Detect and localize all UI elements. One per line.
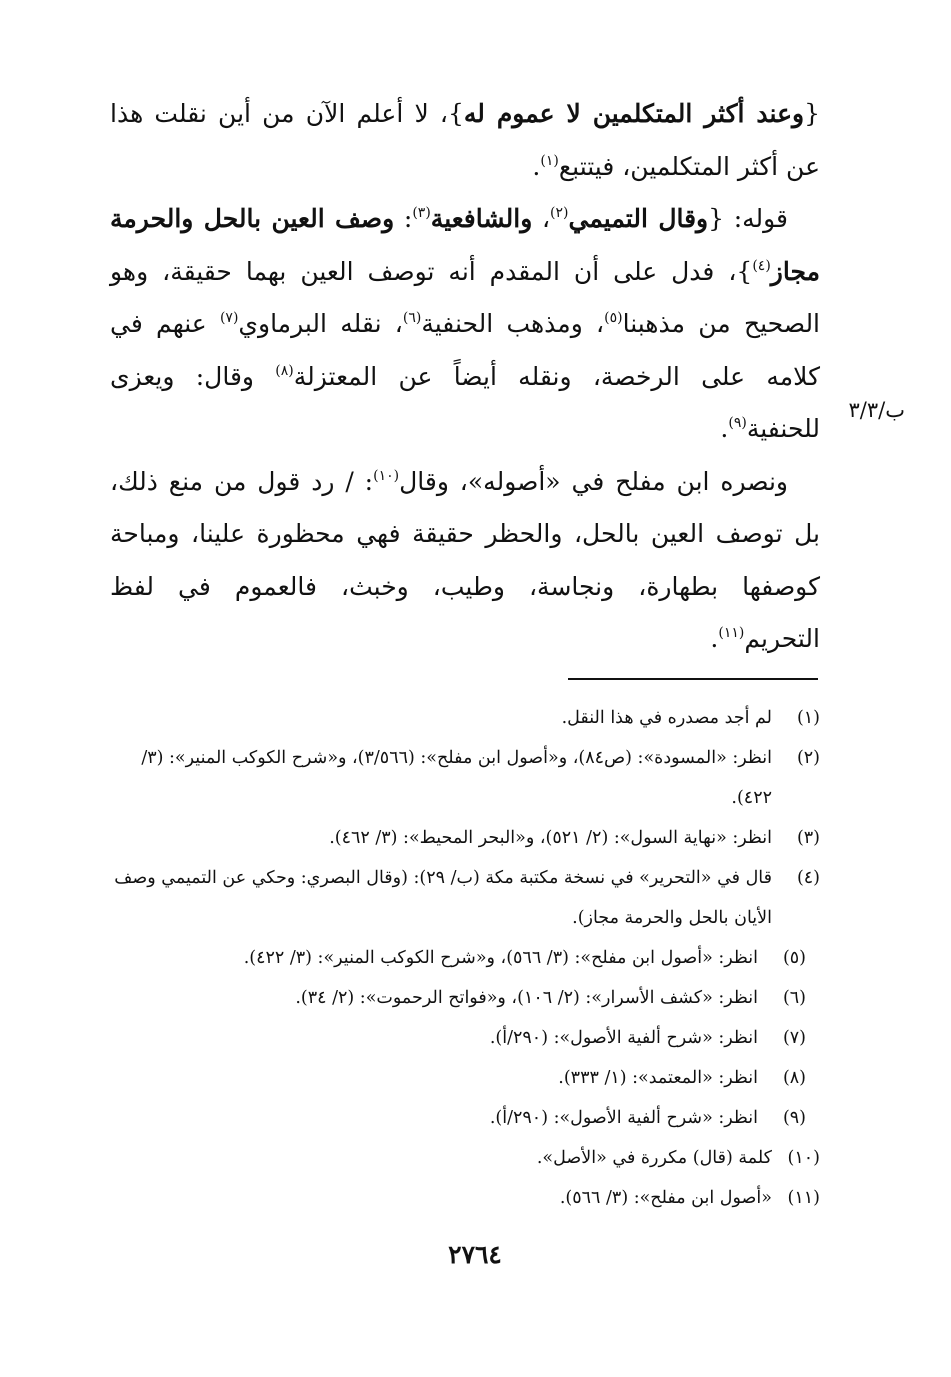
footnote-ref[interactable]: (٢) — [550, 205, 569, 221]
paragraph-text: قوله: { — [708, 204, 789, 233]
footnote-text: انظر: «شرح ألفية الأصول»: (٢٩٠/أ). — [489, 1028, 758, 1048]
paragraph-text: ، ومذهب الحنفية — [421, 309, 605, 338]
footnote-ref[interactable]: (٩) — [728, 415, 747, 431]
punctuation: ، — [532, 204, 551, 233]
footnote-number: (٥) — [782, 948, 806, 968]
main-text — [110, 88, 820, 666]
footnote-ref[interactable]: (١) — [540, 152, 559, 169]
footnote-text: انظر: «أصول ابن مفلح»: (٣/ ٥٦٦)، و«شرح الكوكب المنير»: (٣/ ٤٢٢). — [243, 948, 758, 968]
footnote-number: (٣) — [796, 828, 820, 848]
footnote-ref[interactable]: (٤) — [752, 257, 771, 274]
footnote-ref[interactable]: (١٠) — [373, 467, 400, 484]
footnote-item — [110, 938, 820, 978]
paragraph-text: }، لا أعلم الآن من أين نقلت هذا عن أكثر المتكلمين، فيتتبع — [110, 99, 820, 181]
footnote-ref[interactable]: (٧) — [219, 310, 239, 326]
paragraph-1 — [110, 88, 820, 193]
footnote-ref[interactable]: (٥) — [604, 310, 623, 326]
footnote-item — [110, 1178, 820, 1218]
footnote-number: (١٠) — [787, 1148, 820, 1168]
manuscript-folio-marker: ب/٣/٣ — [848, 398, 905, 422]
bold-phrase: وصف العين بالحل والحرمة مجاز — [110, 204, 820, 286]
punctuation: . — [720, 414, 729, 443]
footnote-text: انظر: «المعتمد»: (١/ ٣٣٣). — [558, 1068, 758, 1088]
footnote-number: (١) — [796, 708, 820, 728]
footnotes-list — [110, 698, 820, 1218]
footnote-ref[interactable]: (٣) — [412, 205, 431, 221]
footnote-item — [110, 698, 820, 738]
footnote-separator — [568, 678, 818, 680]
footnote-item — [110, 978, 820, 1018]
punctuation: : — [394, 204, 413, 233]
footnote-text: انظر: «كشف الأسرار»: (٢/ ١٠٦)، و«فواتح الرحموت»: (٢/ ٣٤). — [295, 988, 758, 1008]
bold-phrase: وقال التميمي — [568, 204, 709, 233]
footnote-text: قال في «التحرير» في نسخة مكتبة مكة (ب/ ٢٩): (وقال البصري: وحكي عن التميمي وصف الأيان بالحل والحرمة مجاز). — [114, 868, 772, 928]
footnote-number: (٦) — [782, 988, 806, 1008]
footnote-text: انظر: «نهاية السول»: (٢/ ٥٢١)، و«البحر المحيط»: (٣/ ٤٦٢). — [329, 828, 772, 848]
footnote-number: (٢) — [796, 748, 820, 768]
footnote-text: انظر: «شرح ألفية الأصول»: (٢٩٠/أ). — [489, 1108, 758, 1128]
footnote-number: (١١) — [787, 1188, 820, 1208]
footnote-item — [110, 1098, 820, 1138]
footnote-text: لم أجد مصدره في هذا النقل. — [561, 708, 772, 728]
footnote-ref[interactable]: (٦) — [402, 310, 422, 326]
brace: { — [804, 99, 820, 128]
paragraph-2 — [110, 193, 820, 456]
footnote-number: (٨) — [782, 1068, 806, 1088]
bold-phrase: وعند أكثر المتكلمين لا عموم له — [463, 99, 805, 128]
footnote-item — [110, 818, 820, 858]
footnote-number: (٩) — [782, 1108, 806, 1128]
footnote-text: كلمة (قال) مكررة في «الأصل». — [536, 1148, 772, 1168]
footnote-text: «أصول ابن مفلح»: (٣/ ٥٦٦). — [559, 1188, 772, 1208]
bold-phrase: والشافعية — [430, 204, 533, 233]
footnote-item — [110, 1058, 820, 1098]
footnote-number: (٧) — [782, 1028, 806, 1048]
paragraph-text: ونصره ابن مفلح في «أصوله»، وقال — [399, 466, 789, 496]
paragraph-text: ، نقله البرماوي — [238, 309, 403, 338]
footnote-item — [110, 858, 820, 938]
punctuation: . — [532, 151, 541, 181]
footnote-ref[interactable]: (١١) — [718, 625, 745, 641]
paragraph-text: وقال: ويعزى للحنفية — [110, 361, 820, 443]
footnote-number: (٤) — [796, 868, 820, 888]
paragraph-text: عنهم في كلامه على الرخصة، ونقله أيضاً عن المعتزلة — [110, 309, 821, 391]
punctuation: . — [710, 624, 719, 653]
page-number: ٢٧٦٤ — [448, 1240, 502, 1269]
paragraph-3 — [110, 456, 820, 666]
paragraph-text: }، فدل على أن المقدم أنه توصف العين بهما حقيقة، وهو الصحيح من مذهبنا — [110, 256, 821, 338]
footnote-ref[interactable]: (٨) — [275, 362, 294, 379]
footnote-item — [110, 1018, 820, 1058]
footnote-text: انظر: «المسودة»: (ص٨٤)، و«أصول ابن مفلح»: (٣/٥٦٦)، و«شرح الكوكب المنير»: (٣/ ٤٢٢). — [141, 748, 772, 808]
paragraph-text: : / رد قول من منع ذلك، بل توصف العين بالحل، والحظر حقيقة فهي محظورة علينا، ومباحة كوصفها بطهارة، ونجاسة، وطيب، وخبث، فالعموم في لفظ التحريم — [110, 466, 820, 653]
footnote-item — [110, 1138, 820, 1178]
footnote-item — [110, 738, 820, 818]
